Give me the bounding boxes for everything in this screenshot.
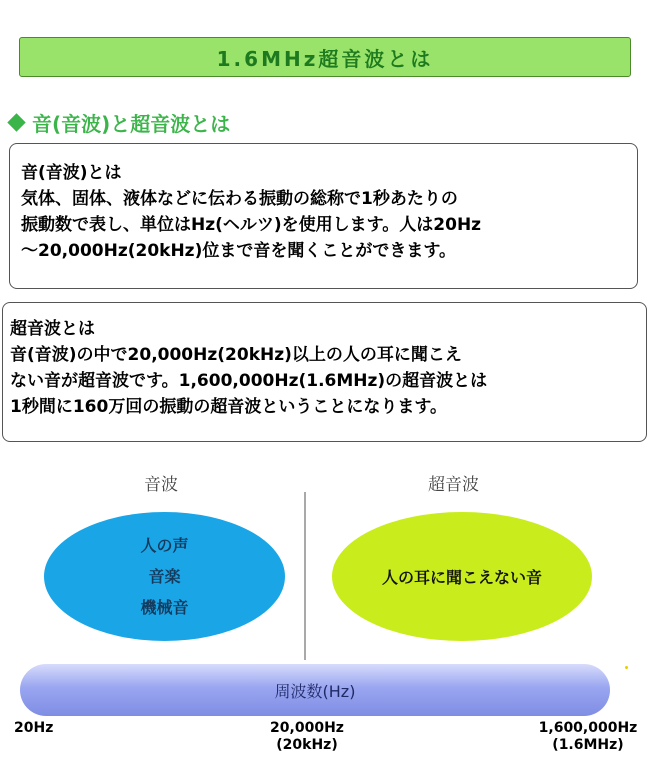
sound-example-voice: 人の声 — [140, 536, 189, 555]
diamond-bullet-icon — [7, 113, 25, 131]
tick-sublabel: (1.6MHz) — [552, 737, 624, 753]
page-title: 1.6MHz超音波とは — [19, 37, 631, 77]
ultrasound-definition-box — [2, 302, 647, 442]
ultrasound-box-line: 音(音波)の中で20,000Hz(20kHz)以上の人の耳に聞こえ — [10, 345, 462, 365]
decorative-dot — [625, 666, 628, 669]
tick-label: 20Hz — [14, 720, 54, 736]
sound-wave-ellipse — [44, 512, 285, 641]
ultrasound-box-heading: 超音波とは — [10, 319, 95, 339]
tick-1-6mhz — [528, 720, 648, 754]
sound-definition-box — [9, 143, 638, 289]
section-heading-text: 音(音波)と超音波とは — [32, 112, 231, 136]
sound-box-heading: 音(音波)とは — [21, 163, 122, 183]
ultrasound-box-line: ない音が超音波です。1,600,000Hz(1.6MHz)の超音波とは — [10, 371, 488, 391]
frequency-divider-line — [304, 492, 306, 660]
tick-label: 20,000Hz — [270, 720, 344, 736]
sound-box-line: 気体、固体、液体などに伝わる振動の総称で1秒あたりの — [21, 189, 458, 209]
tick-label: 1,600,000Hz — [538, 720, 638, 736]
ultrasound-ellipse — [332, 512, 592, 641]
frequency-axis-label: 周波数(Hz) — [274, 681, 356, 701]
tick-20hz — [14, 720, 53, 737]
sound-box-line: 振動数で表し、単位はHz(ヘルツ)を使用します。人は20Hz — [21, 215, 482, 235]
tick-20khz — [260, 720, 354, 754]
ultrasound-label: 超音波 — [428, 475, 479, 495]
ultrasound-box-line: 1秒間に160万回の振動の超音波ということになります。 — [10, 397, 447, 417]
sound-example-machine: 機械音 — [140, 598, 189, 617]
frequency-axis-bar — [20, 664, 610, 716]
section-heading — [4, 108, 230, 137]
sound-example-music: 音楽 — [148, 567, 181, 586]
sound-box-line: ～20,000Hz(20kHz)位まで音を聞くことができます。 — [21, 241, 456, 261]
ultrasound-description: 人の耳に聞こえない音 — [381, 568, 542, 587]
sound-wave-label: 音波 — [144, 475, 178, 495]
tick-sublabel: (20kHz) — [276, 737, 338, 753]
